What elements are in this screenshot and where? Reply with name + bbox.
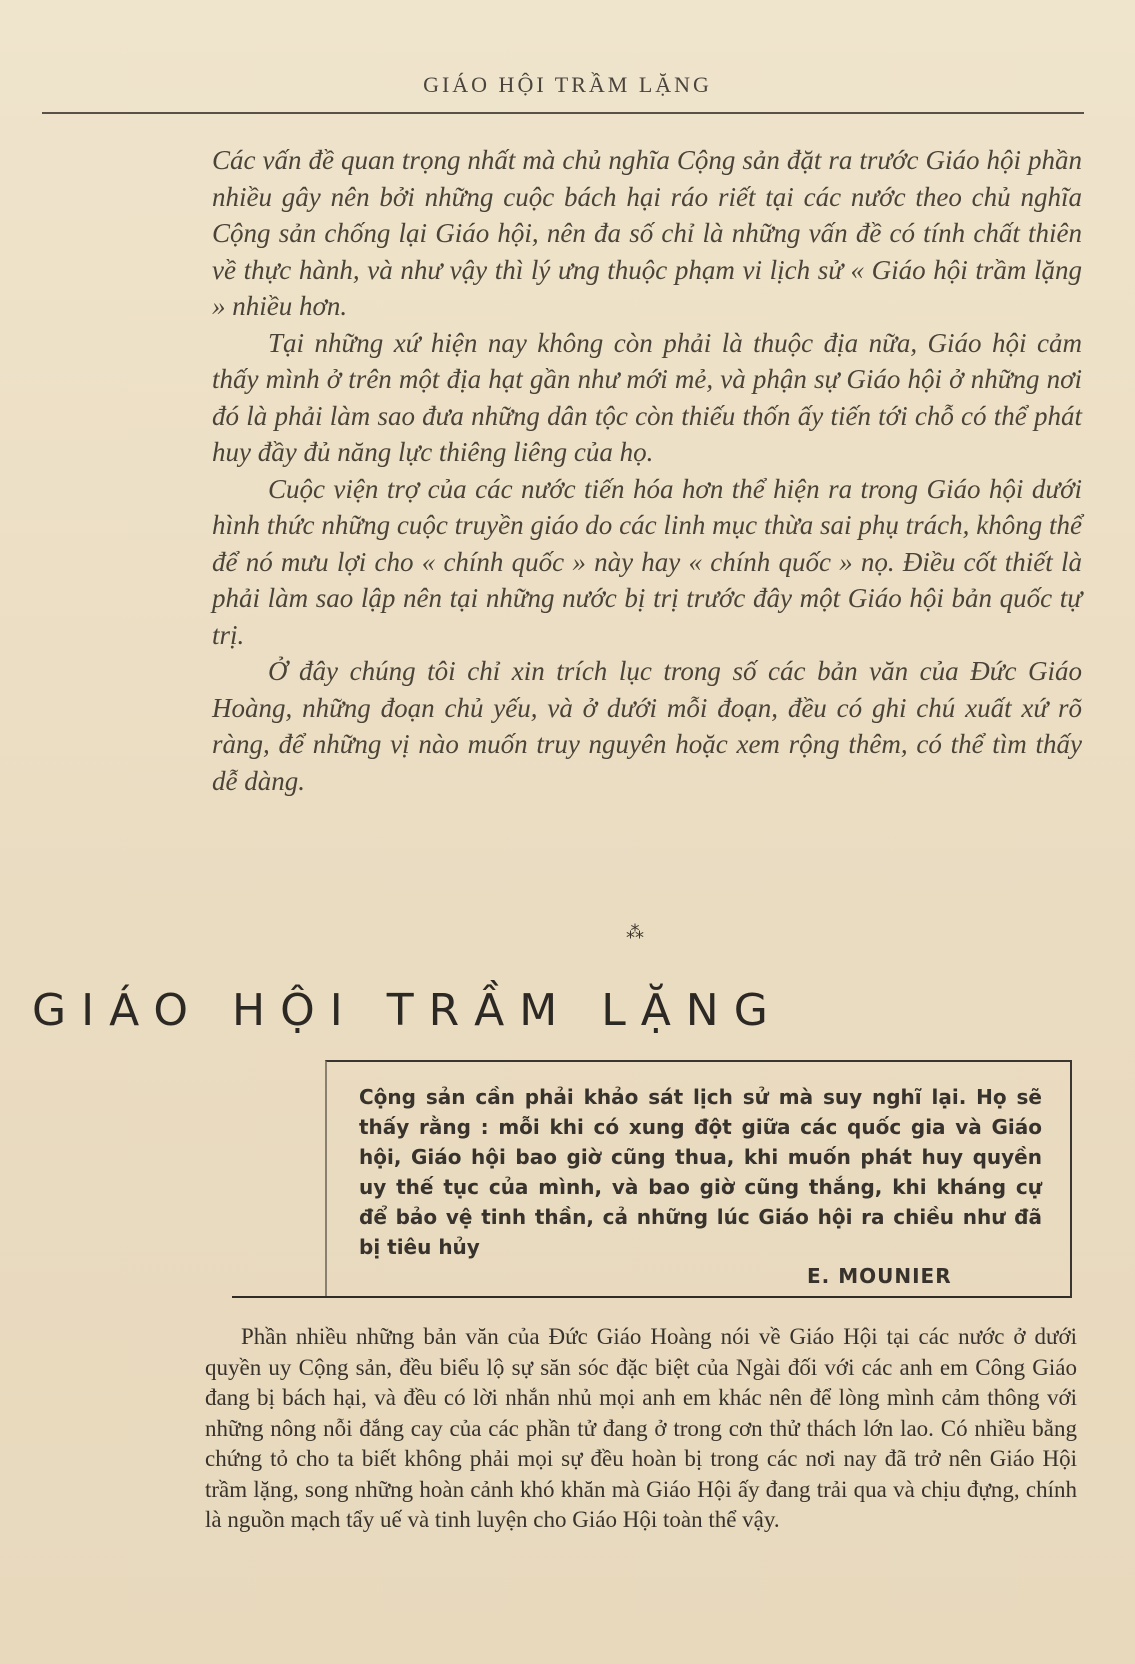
intro-paragraph-3: Cuộc viện trợ của các nước tiến hóa hơn thể hiện ra trong Giáo hội dưới hình thức những cuộc truyền giáo do các linh mục thừa sai phụ trách, không thể để nó mưu lợi cho « chính quốc » này hay « chính quốc » nọ. Điều cốt thiết là phải làm sao lập nên tại những nước bị trị trước đây một Giáo hội bản quốc tự trị. — [212, 473, 1082, 650]
intro-paragraph-4: Ở đây chúng tôi chỉ xin trích lục trong số các bản văn của Đức Giáo Hoàng, những đoạn chủ yếu, và ở dưới mỗi đoạn, đều có ghi chú xuất xứ rõ ràng, để những vị nào muốn truy nguyên hoặc xem rộng thêm, có thể tìm thấy dễ dàng. — [212, 656, 1082, 796]
epigraph-bottom-rule — [232, 1296, 1070, 1298]
asterism-ornament: ⁂ — [626, 922, 645, 942]
closing-paragraph: Phần nhiều những bản văn của Đức Giáo Hoàng nói về Giáo Hội tại các nước ở dưới quyền uy Cộng sản, đều biểu lộ sự săn sóc đặc biệt của Ngài đối với các anh em Công Giáo đang bị bách hại, và đều có lời nhắn nhủ mọi anh em khác nên để lòng mình cảm thông với những nông nỗi đắng cay của các phần tử đang ở trong cơn thử thách lớn lao. Có nhiều bằng chứng tỏ cho ta biết không phải mọi sự đều hoàn bị trong các nơi nay đã trở nên Giáo Hội trầm lặng, song những hoàn cảnh khó khăn mà Giáo Hội ấy đang trải qua và chịu đựng, chính là nguồn mạch tẩy uế và tinh luyện cho Giáo Hội toàn thể vậy. — [205, 1324, 1077, 1532]
epigraph-text: Cộng sản cần phải khảo sát lịch sử mà suy nghĩ lại. Họ sẽ thấy rằng : mỗi khi có xung đột giữa các quốc gia và Giáo hội, Giáo hội bao giờ cũng thua, khi muốn phát huy quyền uy thế tục của mình, và bao giờ cũng thắng, khi kháng cự để bảo vệ tinh thần, cả những lúc Giáo hội ra chiều như đã bị tiêu hủy — [359, 1085, 1042, 1259]
epigraph-box — [325, 1060, 1072, 1298]
intro-paragraph-1: Các vấn đề quan trọng nhất mà chủ nghĩa Cộng sản đặt ra trước Giáo hội phần nhiều gây nên bởi những cuộc bách hại ráo riết tại các nước theo chủ nghĩa Cộng sản chống lại Giáo hội, nên đa số chỉ là những vấn đề có tính chất thiên về thực hành, và như vậy thì lý ưng thuộc phạm vi lịch sử « Giáo hội trầm lặng » nhiều hơn. — [212, 145, 1082, 321]
epigraph-author: E. MOUNIER — [807, 1264, 952, 1288]
header-divider — [42, 112, 1084, 114]
intro-paragraph-2: Tại những xứ hiện nay không còn phải là thuộc địa nữa, Giáo hội cảm thấy mình ở trên một địa hạt gần như mới mẻ, và phận sự Giáo hội ở những nơi đó là phải làm sao đưa những dân tộc còn thiếu thốn ấy tiến tới chỗ có thể phát huy đầy đủ năng lực thiêng liêng của họ. — [212, 327, 1082, 467]
intro-text — [212, 142, 1082, 799]
running-header: GIÁO HỘI TRẦM LẶNG — [423, 72, 712, 97]
closing-text — [205, 1322, 1077, 1536]
section-title: GIÁO HỘI TRẦM LẶNG — [32, 985, 783, 1036]
